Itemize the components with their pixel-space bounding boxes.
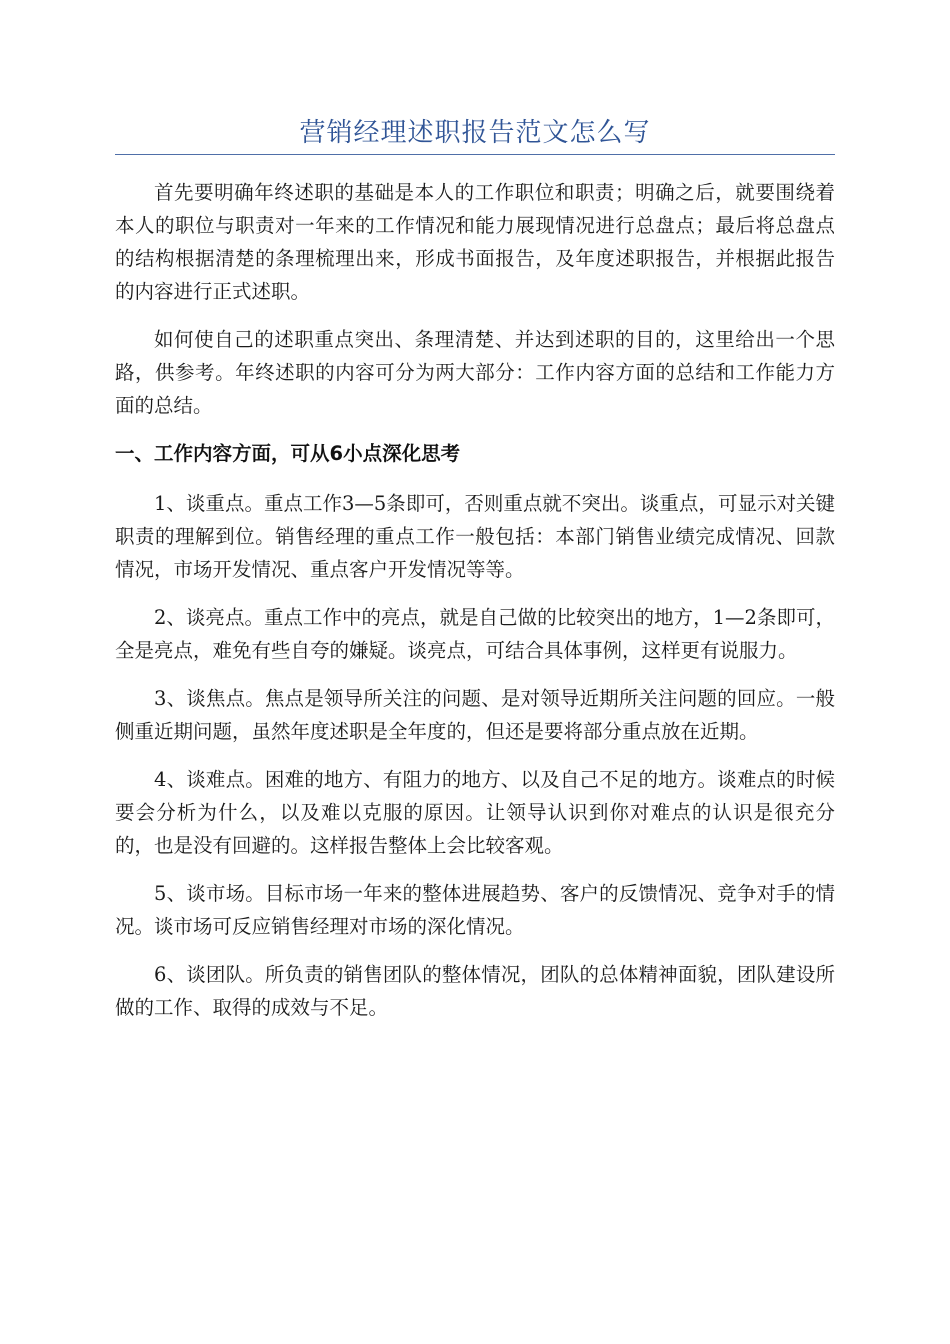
title-underline xyxy=(115,154,835,155)
item-paragraph-1: 1、谈重点。重点工作3—5条即可，否则重点就不突出。谈重点，可显示对关键职责的理解到位。销售经理的重点工作一般包括：本部门销售业绩完成情况、回款情况，市场开发情况、重点客户开发情况等等。 xyxy=(115,492,835,581)
section-heading: 一、工作内容方面，可从6小点深化思考 xyxy=(115,442,461,465)
intro-paragraph-2: 如何使自己的述职重点突出、条理清楚、并达到述职的目的，这里给出一个思路，供参考。年终述职的内容可分为两大部分：工作内容方面的总结和工作能力方面的总结。 xyxy=(115,328,835,417)
item-paragraph-6: 6、谈团队。所负责的销售团队的整体情况，团队的总体精神面貌，团队建设所做的工作、取得的成效与不足。 xyxy=(115,963,835,1019)
document-title: 营销经理述职报告范文怎么写 xyxy=(299,118,651,148)
document-body xyxy=(115,176,835,1039)
item-paragraph-5: 5、谈市场。目标市场一年来的整体进展趋势、客户的反馈情况、竞争对手的情况。谈市场可反应销售经理对市场的深化情况。 xyxy=(115,882,835,938)
item-paragraph-4: 4、谈难点。困难的地方、有阻力的地方、以及自己不足的地方。谈难点的时候要会分析为什么，以及难以克服的原因。让领导认识到你对难点的认识是很充分的，也是没有回避的。这样报告整体上会比较客观。 xyxy=(115,768,835,857)
item-paragraph-3: 3、谈焦点。焦点是领导所关注的问题、是对领导近期所关注问题的回应。一般侧重近期问题，虽然年度述职是全年度的，但还是要将部分重点放在近期。 xyxy=(115,687,835,743)
title-container xyxy=(115,110,835,156)
intro-paragraph-1: 首先要明确年终述职的基础是本人的工作职位和职责；明确之后，就要围绕着本人的职位与职责对一年来的工作情况和能力展现情况进行总盘点；最后将总盘点的结构根据清楚的条理梳理出来，形成书面报告，及年度述职报告，并根据此报告的内容进行正式述职。 xyxy=(115,181,835,303)
item-paragraph-2: 2、谈亮点。重点工作中的亮点，就是自己做的比较突出的地方，1—2条即可，全是亮点，难免有些自夸的嫌疑。谈亮点，可结合具体事例，这样更有说服力。 xyxy=(115,606,835,662)
